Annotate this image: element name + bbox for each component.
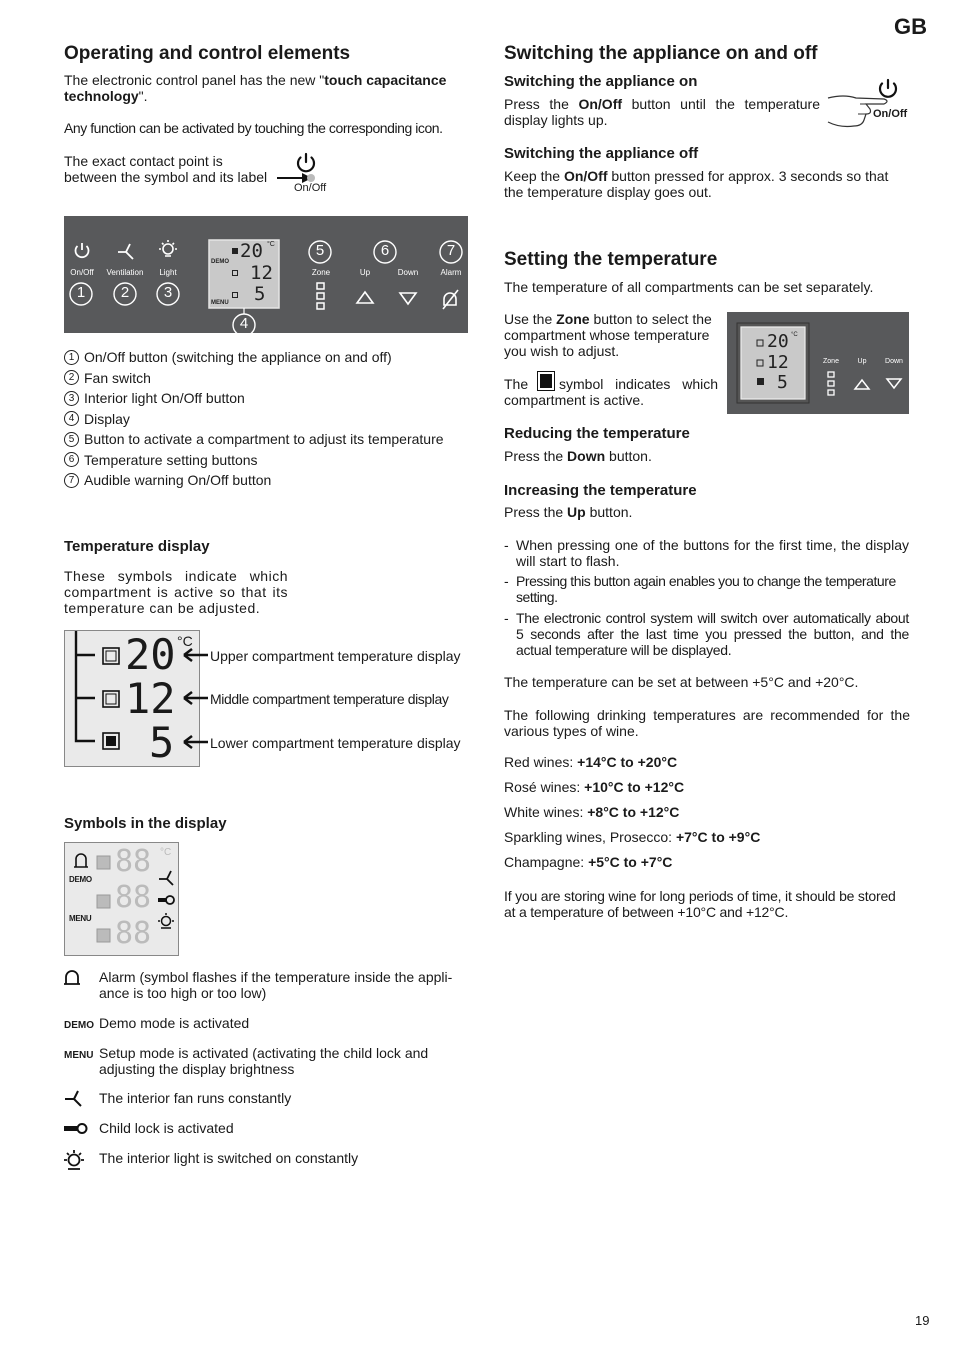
mini-display-middle: 12 <box>767 352 789 373</box>
temp-unit: °C <box>177 633 193 649</box>
range-text: The temperature can be set at between +5°C and +20°C. <box>504 674 859 690</box>
light-icon <box>64 1150 99 1176</box>
heading-switch-off: Switching the appliance off <box>504 145 699 162</box>
heading-temperature-display: Temperature display <box>64 538 210 555</box>
symbol-text-light: The interior light is switched on constantly <box>99 1150 359 1166</box>
bell-icon <box>64 969 99 1001</box>
contact-onoff-label: On/Off <box>294 182 327 194</box>
legend-item <box>64 409 464 430</box>
wine-temperature-list <box>504 754 910 879</box>
note-item: - When pressing one of the buttons for the first time, the display will start to flash. <box>504 537 909 569</box>
mini-display-lower: 5 <box>777 372 788 393</box>
finger-press-illustration <box>826 76 910 132</box>
temperature-display-text: These symbols indicate which compartment is active so that its temperature can be adjusted. <box>64 568 288 616</box>
onoff-icon <box>76 243 89 257</box>
storage-text: If you are storing wine for long periods of time, it should be stored at a temperature of between +10°C and +12°C. <box>504 888 896 920</box>
panel-label-ventilation: Ventilation <box>106 268 144 277</box>
symbols-digits-upper: 88 <box>115 844 152 879</box>
panel-label-onoff: On/Off <box>70 268 94 277</box>
temperature-intro: The temperature of all compartments can be set separately. <box>504 279 874 295</box>
symbol-row-menu <box>64 1045 464 1077</box>
active-zone-icon <box>537 371 555 391</box>
heading-reduce-temperature: Reducing the temperature <box>504 425 690 442</box>
legend-text: Button to activate a compartment to adjust its temperature <box>84 431 444 448</box>
legend-item <box>64 368 464 389</box>
intro-text: The electronic control panel has the new "touch capacitance technology". <box>64 72 447 104</box>
panel-number-3: 3 <box>163 284 173 301</box>
upper-compartment-label: Upper compartment temperature display <box>210 648 461 664</box>
legend-text: Interior light On/Off button <box>84 390 245 407</box>
contact-text-line1: The exact contact point is <box>64 153 223 169</box>
light-icon <box>158 913 174 928</box>
zone-text: Use the Zone button to select the compartment whose temperature you wish to adjust. <box>504 311 712 359</box>
menu-label: MENU <box>64 1050 94 1061</box>
down-icon <box>887 379 901 388</box>
symbols-menu-label: MENU <box>69 914 92 923</box>
switch-off-text: Keep the On/Off button pressed for approx. 3 seconds so that the temperature display goes out. <box>504 168 889 200</box>
symbol-text-fan: The interior fan runs constantly <box>99 1090 292 1106</box>
up-icon <box>855 380 869 389</box>
symbols-demo-label: DEMO <box>69 875 92 884</box>
mini-label-up: Up <box>857 358 867 365</box>
heading-switch-on: Switching the appliance on <box>504 73 698 90</box>
legend-item <box>64 470 464 491</box>
key-icon <box>158 896 174 904</box>
switch-on-text: Press the On/Off button until the temperature display lights up. <box>504 96 820 128</box>
lower-temp-value: 5 <box>149 718 175 767</box>
panel-number-6: 6 <box>380 242 390 259</box>
legend-item <box>64 429 464 450</box>
fan-icon <box>159 871 173 885</box>
down-icon <box>400 293 416 304</box>
finger-power-icon <box>826 76 910 132</box>
panel-label-alarm: Alarm <box>440 268 462 277</box>
key-icon <box>64 1120 99 1142</box>
panel-legend <box>64 347 464 491</box>
panel-number-5: 5 <box>315 242 325 259</box>
label-arrows <box>172 642 212 752</box>
symbol-row-fan <box>64 1090 464 1114</box>
mini-display-unit: °C <box>791 332 798 338</box>
legend-item <box>64 347 464 368</box>
wine-item: Sparkling wines, Prosecco: +7°C to +9°C <box>504 829 761 845</box>
note-text: The electronic control system will switch over automatically about 5 seconds after the last time you pressed the button, and the actual temperature will be displayed. <box>516 610 909 658</box>
wine-item: White wines: +8°C to +12°C <box>504 804 680 820</box>
note-text: When pressing one of the buttons for the first time, the display will start to flash. <box>516 537 909 569</box>
any-function-text: Any function can be activated by touching the corresponding icon. <box>64 120 443 136</box>
mini-control-panel <box>727 312 909 414</box>
section-title-temperature: Setting the temperature <box>504 249 718 270</box>
up-icon <box>357 292 373 303</box>
legend-number: 1 <box>64 350 79 365</box>
legend-number: 7 <box>64 473 79 488</box>
wine-item: Red wines: +14°C to +20°C <box>504 754 678 770</box>
active-symbol-text: symbol indicates which compartment is active. <box>504 376 718 408</box>
wine-item: Rosé wines: +10°C to +12°C <box>504 779 685 795</box>
panel-number-1: 1 <box>76 284 86 301</box>
symbol-row-demo <box>64 1015 464 1034</box>
panel-display-zone-upper <box>232 248 238 254</box>
active-symbol-prefix: The <box>504 376 529 392</box>
symbols-unit: °C <box>160 847 172 858</box>
zone-icon <box>317 283 324 309</box>
panel-display-zone-middle <box>232 270 238 276</box>
legend-text: Display <box>84 410 130 427</box>
upper-temp-value: 20 <box>125 630 176 679</box>
panel-number-7: 7 <box>446 242 456 259</box>
symbol-text-demo: Demo mode is activated <box>99 1015 250 1031</box>
panel-display-lower: 5 <box>254 283 266 305</box>
panel-number-4: 4 <box>239 315 249 332</box>
symbol-text-key: Child lock is activated <box>99 1120 234 1136</box>
panel-label-zone: Zone <box>311 268 331 277</box>
demo-label: DEMO <box>64 1020 94 1031</box>
panel-number-2: 2 <box>120 284 130 301</box>
recommend-text: The following drinking temperatures are recommended for the various types of wine. <box>504 707 910 739</box>
increase-text: Press the Up button. <box>504 504 633 520</box>
section-title-switching: Switching the appliance on and off <box>504 43 818 64</box>
section-title-operating: Operating and control elements <box>64 43 351 64</box>
light-icon <box>159 240 177 256</box>
legend-text: Fan switch <box>84 369 151 386</box>
legend-number: 4 <box>64 411 79 426</box>
symbol-row-light <box>64 1150 464 1176</box>
lower-compartment-label: Lower compartment temperature display <box>210 735 461 751</box>
symbols-display-illustration <box>64 842 179 956</box>
symbol-row-key <box>64 1120 464 1142</box>
alarm-mute-icon <box>443 290 458 309</box>
contact-point-illustration <box>276 146 336 196</box>
symbol-text-menu: Setup mode is activated (activating the child lock and adjusting the display brightness <box>99 1045 429 1077</box>
legend-text: On/Off button (switching the appliance on and off) <box>84 349 392 366</box>
panel-label-light: Light <box>159 268 177 277</box>
language-badge: GB <box>894 14 927 39</box>
reduce-text: Press the Down button. <box>504 448 652 464</box>
panel-label-down: Down <box>397 268 419 277</box>
control-panel-illustration <box>64 216 468 333</box>
legend-number: 5 <box>64 432 79 447</box>
fan-icon <box>64 1090 99 1114</box>
panel-display-demo: DEMO <box>211 259 229 265</box>
symbol-row-alarm <box>64 969 464 1001</box>
legend-number: 6 <box>64 452 79 467</box>
legend-text: Audible warning On/Off button <box>84 472 272 489</box>
zone-icon <box>828 372 834 395</box>
wine-item: Champagne: +5°C to +7°C <box>504 854 673 870</box>
mini-label-down: Down <box>885 358 903 365</box>
page-number: 19 <box>915 1313 930 1328</box>
legend-item <box>64 450 464 471</box>
heading-increase-temperature: Increasing the temperature <box>504 482 697 499</box>
heading-symbols: Symbols in the display <box>64 815 227 832</box>
note-item: - The electronic control system will switch over automatically about 5 seconds after the last time you pressed the button, and the actual temperature will be displayed. <box>504 610 909 658</box>
legend-text: Temperature setting buttons <box>84 451 258 468</box>
legend-number: 2 <box>64 370 79 385</box>
legend-item <box>64 388 464 409</box>
middle-compartment-label: Middle compartment temperature display <box>210 691 449 707</box>
panel-display-middle: 12 <box>250 262 273 284</box>
middle-temp-value: 12 <box>125 674 176 723</box>
finger-onoff-label: On/Off <box>873 108 908 120</box>
note-item: - Pressing this button again enables you to change the temperature setting. <box>504 573 909 605</box>
symbols-digits-lower: 88 <box>115 916 152 951</box>
panel-display-zone-lower <box>232 292 238 298</box>
panel-label-up: Up <box>359 268 371 277</box>
note-text: Pressing this button again enables you to change the temperature setting. <box>516 573 896 605</box>
symbol-text-alarm: Alarm (symbol flashes if the temperature inside the appli-ance is too high or too low) <box>99 969 453 1001</box>
panel-display-unit: °C <box>267 241 275 248</box>
mini-label-zone: Zone <box>823 358 839 365</box>
panel-display-menu: MENU <box>211 300 229 306</box>
bell-icon <box>74 854 88 867</box>
fan-icon <box>118 244 133 259</box>
symbols-digits-middle: 88 <box>115 880 152 915</box>
mini-display-upper: 20 <box>767 331 789 352</box>
panel-display-upper: 20 <box>240 240 263 262</box>
contact-text-line2: between the symbol and its label <box>64 169 268 185</box>
legend-number: 3 <box>64 391 79 406</box>
